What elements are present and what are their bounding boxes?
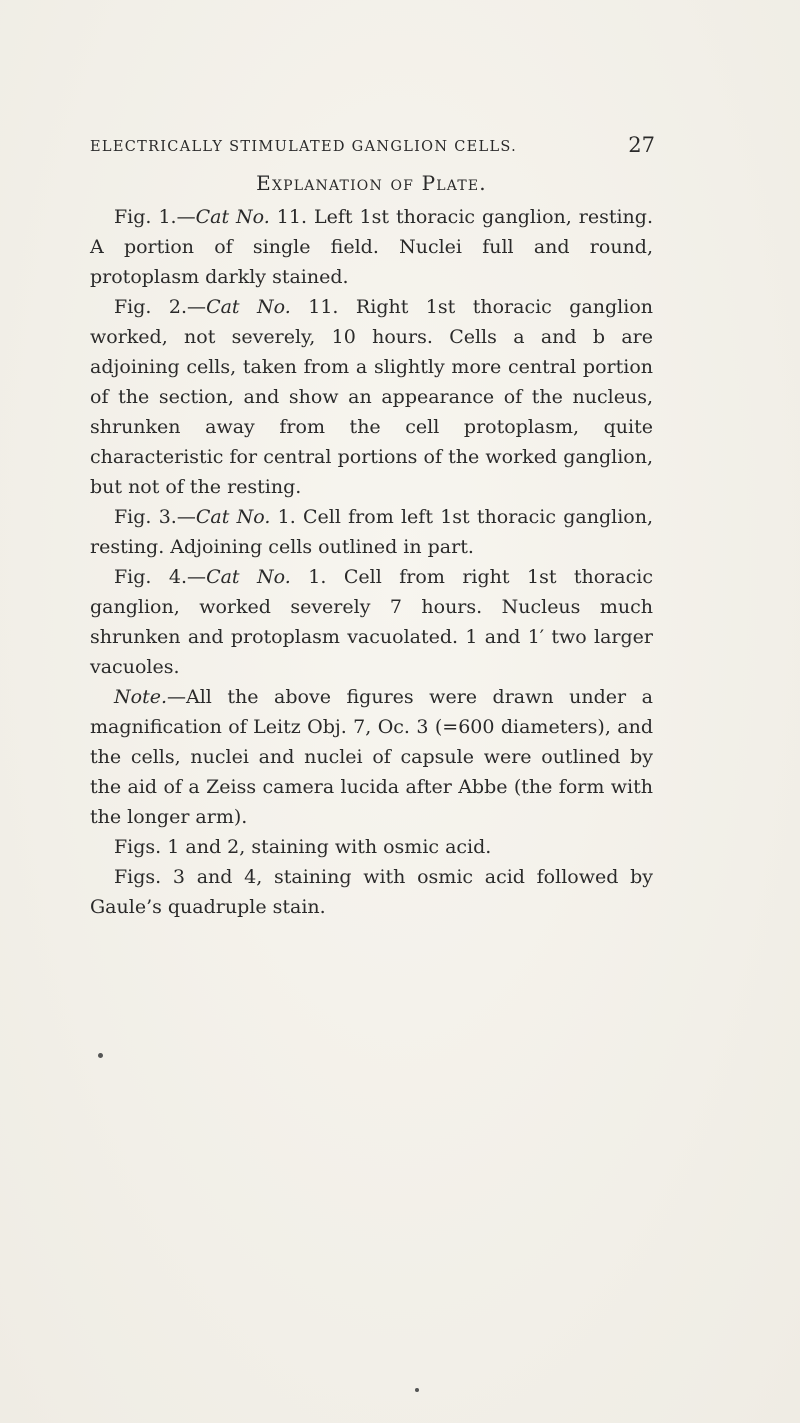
page-header bbox=[90, 133, 655, 163]
paragraph-fig-2 bbox=[90, 292, 653, 502]
paragraph-lead: Figs. 3 and 4, staining with osmic acid followed by Gaule’s quadruple stain. bbox=[90, 866, 653, 918]
paragraph-lead: Fig. 4.— bbox=[114, 566, 207, 588]
paragraph-lead: Fig. 3.— bbox=[114, 506, 196, 528]
paragraph-fig-4 bbox=[90, 562, 653, 682]
paragraph-text: 11. Left 1st thoracic ganglion, resting. A portion of single field. Nuclei full and round, protoplasm darkly stained. bbox=[90, 206, 653, 288]
paragraph-lead: Fig. 1.— bbox=[114, 206, 196, 228]
paragraph-text: —All the above figures were drawn under a magnification of Leitz Obj. 7, Oc. 3 (=600 diameters), and the cells, nuclei and nuclei of capsule were outlined by the aid of a Zeiss camera lucida after Abbe (the form with the longer arm). bbox=[90, 686, 653, 828]
paper-speck bbox=[98, 1053, 103, 1058]
section-title: Explanation of Plate. bbox=[256, 171, 487, 195]
paper-speck bbox=[415, 1388, 419, 1392]
paragraph-note bbox=[90, 682, 653, 832]
page-number: 27 bbox=[628, 133, 655, 157]
body-text bbox=[90, 168, 653, 922]
paragraph-fig-3 bbox=[90, 502, 653, 562]
paragraph-lead: Fig. 2.— bbox=[114, 296, 207, 318]
running-head: ELECTRICALLY STIMULATED GANGLION CELLS. bbox=[90, 139, 518, 155]
paragraph-lead: Figs. 1 and 2, staining with osmic acid. bbox=[114, 836, 492, 858]
paragraph-staining-2 bbox=[90, 862, 653, 922]
paragraph-italic: Cat No. bbox=[195, 506, 271, 528]
paragraph-text: 11. Right 1st thoracic ganglion worked, not severely, 10 hours. Cells a and b are adjoining cells, taken from a slightly more central portion of the section, and show an appearance of the nucleus, shrunken away from the cell protoplasm, quite characteristic for central portions of the worked ganglion, but not of the resting. bbox=[90, 296, 653, 498]
paragraph-italic: Cat No. bbox=[206, 296, 291, 318]
paragraph-text: 1. Cell from right 1st thoracic ganglion, worked severely 7 hours. Nucleus much shrunken and protoplasm vacuolated. 1 and 1′ two larger vacuoles. bbox=[90, 566, 653, 678]
paragraph-fig-1 bbox=[90, 202, 653, 292]
paragraph-italic: Cat No. bbox=[195, 206, 270, 228]
paragraph-staining-1 bbox=[90, 832, 653, 862]
paragraph-text: 1. Cell from left 1st thoracic ganglion, resting. Adjoining cells outlined in part. bbox=[90, 506, 653, 558]
paragraph-italic: Cat No. bbox=[206, 566, 291, 588]
paragraph-italic: Note. bbox=[114, 686, 167, 708]
